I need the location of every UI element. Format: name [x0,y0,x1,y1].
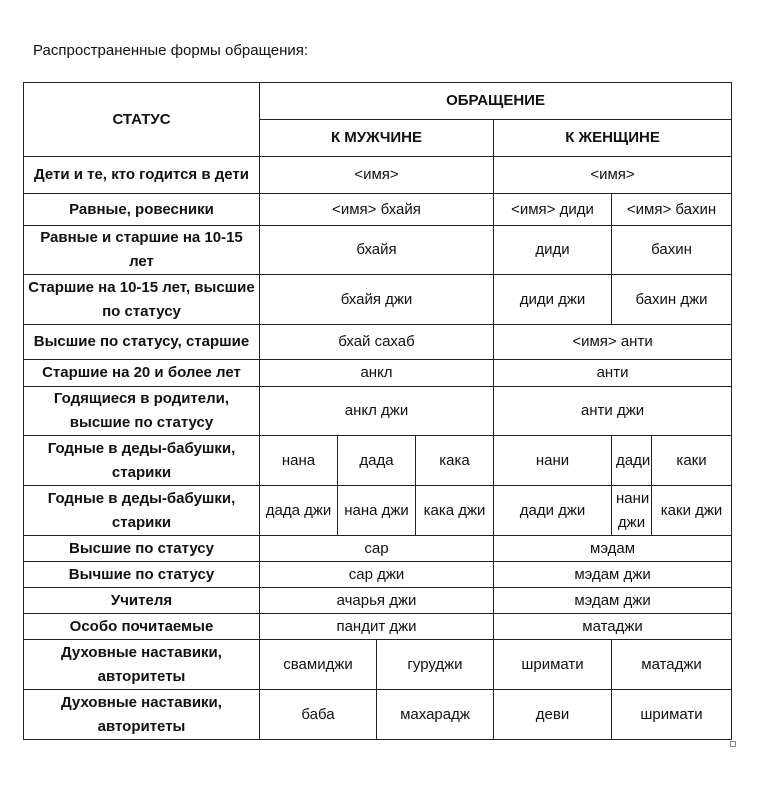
status-cell: Дети и те, кто годится в дети [24,157,260,194]
table-row [24,226,732,275]
man-cell: <имя> [260,157,494,194]
man-cell: <имя> бхайя [260,194,494,226]
address-header: ОБРАЩЕНИЕ [260,83,732,120]
woman-cell: шримати [612,690,732,740]
status-cell: Равные и старшие на 10-15 лет [24,226,260,275]
woman-cell: анти джи [494,387,732,436]
status-cell: Годные в деды-бабушки, старики [24,436,260,486]
woman-cell: мэдам [494,536,732,562]
status-cell: Духовные наставики, авторитеты [24,640,260,690]
woman-cell: каки [652,436,732,486]
man-cell: ачарья джи [260,588,494,614]
woman-cell: дади [612,436,652,486]
woman-cell: матаджи [494,614,732,640]
table-row [24,157,732,194]
status-cell: Высшие по статусу, старшие [24,325,260,360]
status-cell: Годные в деды-бабушки, старики [24,486,260,536]
man-cell: анкл [260,360,494,387]
woman-cell: нани джи [612,486,652,536]
table-row [24,536,732,562]
table-row [24,614,732,640]
status-cell: Вычшие по статусу [24,562,260,588]
status-header: СТАТУС [24,83,260,157]
man-cell: гуруджи [377,640,494,690]
man-cell: баба [260,690,377,740]
woman-cell: <имя> бахин [612,194,732,226]
woman-cell: <имя> анти [494,325,732,360]
table-corner-marker [730,741,736,747]
woman-cell: бахин [612,226,732,275]
table-row [24,588,732,614]
table-row [24,486,732,536]
table-row [24,387,732,436]
woman-cell: деви [494,690,612,740]
man-cell: пандит джи [260,614,494,640]
status-cell: Учителя [24,588,260,614]
table-row [24,325,732,360]
man-cell: свамиджи [260,640,377,690]
man-cell: кака [416,436,494,486]
status-cell: Равные, ровесники [24,194,260,226]
to-man-header: К МУЖЧИНЕ [260,120,494,157]
table-row [24,690,732,740]
table-row [24,436,732,486]
woman-cell: <имя> диди [494,194,612,226]
man-cell: нана джи [338,486,416,536]
status-cell: Духовные наставики, авторитеты [24,690,260,740]
table-row [24,194,732,226]
woman-cell: диди джи [494,275,612,325]
woman-cell: анти [494,360,732,387]
page-title: Распространенные формы обращения: [33,42,309,59]
man-cell: сар [260,536,494,562]
header-row [24,83,732,120]
woman-cell: матаджи [612,640,732,690]
table-row [24,275,732,325]
table-row [24,562,732,588]
woman-cell: каки джи [652,486,732,536]
woman-cell: дади джи [494,486,612,536]
table-row [24,640,732,690]
man-cell: дада [338,436,416,486]
man-cell: анкл джи [260,387,494,436]
status-cell: Годящиеся в родители, высшие по статусу [24,387,260,436]
woman-cell: диди [494,226,612,275]
to-woman-header: К ЖЕНЩИНЕ [494,120,732,157]
woman-cell: <имя> [494,157,732,194]
man-cell: бхайя [260,226,494,275]
woman-cell: мэдам джи [494,562,732,588]
man-cell: нана [260,436,338,486]
man-cell: сар джи [260,562,494,588]
man-cell: дада джи [260,486,338,536]
status-cell: Особо почитаемые [24,614,260,640]
status-cell: Старшие на 10-15 лет, высшие по статусу [24,275,260,325]
status-cell: Высшие по статусу [24,536,260,562]
woman-cell: мэдам джи [494,588,732,614]
woman-cell: бахин джи [612,275,732,325]
table-row [24,360,732,387]
man-cell: махарадж [377,690,494,740]
woman-cell: нани [494,436,612,486]
man-cell: кака джи [416,486,494,536]
man-cell: бхай сахаб [260,325,494,360]
man-cell: бхайя джи [260,275,494,325]
address-forms-table [23,82,732,740]
status-cell: Старшие на 20 и более лет [24,360,260,387]
woman-cell: шримати [494,640,612,690]
